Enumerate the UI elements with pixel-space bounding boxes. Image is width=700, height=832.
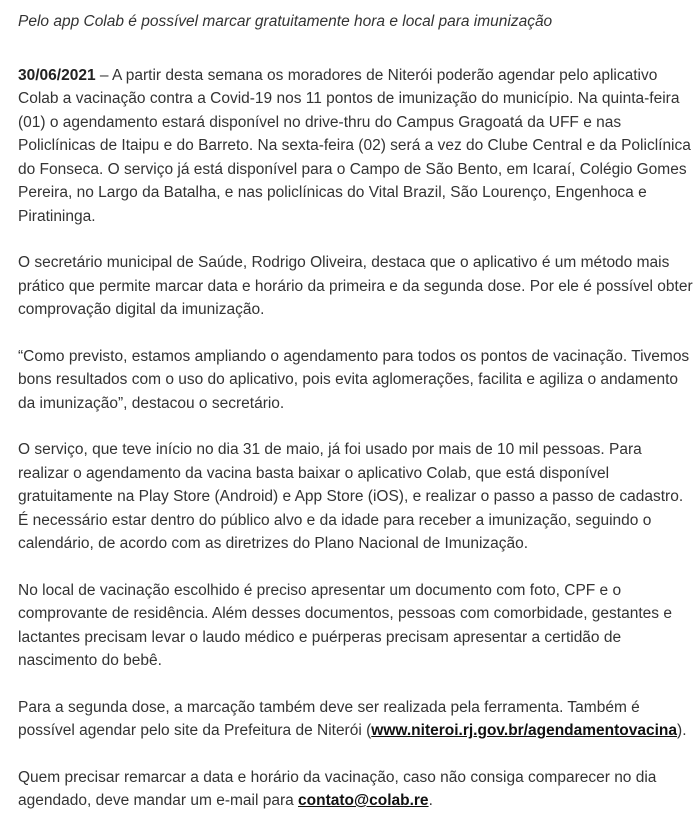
niteroi-scheduling-link[interactable]: www.niteroi.rj.gov.br/agendamentovacina: [371, 722, 678, 739]
paragraph-5: No local de vacinação escolhido é preciso apresentar um documento com foto, CPF e o comprovante de residência. Além desses documentos, pessoas com comorbidade, gestantes e lactantes precisam levar o laudo médico e puérperas precisam apresentar a certidão de nascimento do bebê.: [18, 581, 672, 669]
paragraph-6-text: Para a segunda dose, a marcação também deve ser realizada pela ferramenta. Também é possível agendar pelo site da Prefeitura de Niterói (: [18, 698, 640, 739]
paragraph-7-text: Quem precisar remarcar a data e horário da vacinação, caso não consiga comparecer no dia agendado, deve mandar um e-mail para: [18, 768, 657, 809]
article-date: 30/06/2021: [18, 66, 96, 84]
paragraph-1: [18, 64, 696, 229]
paragraph-7: [18, 766, 696, 813]
paragraph-3-quote: “Como previsto, estamos ampliando o agendamento para todos os pontos de vacinação. Tivemos bons resultados com o uso do aplicativo, pois evita aglomerações, facilita e agiliza o andamento da imunização”, destacou o secretário.: [18, 347, 690, 412]
contact-email-link[interactable]: contato@colab.re: [298, 792, 429, 809]
paragraph-2: O secretário municipal de Saúde, Rodrigo Oliveira, destaca que o aplicativo é um método mais prático que permite marcar data e horário da primeira e da segunda dose. Por ele é possível obter comprovação digital da imunização.: [18, 254, 693, 318]
paragraph-6-end: ).: [677, 722, 687, 739]
paragraph-7-end: .: [428, 792, 433, 809]
paragraph-6: [18, 696, 696, 743]
article-subtitle: Pelo app Colab é possível marcar gratuitamente hora e local para imunização: [18, 13, 553, 30]
paragraph-1-text: – A partir desta semana os moradores de Niterói poderão agendar pelo aplicativo Colab a vacinação contra a Covid-19 nos 11 pontos de imunização do município. Na quinta-feira (01) o agendamento estará disponível no drive-thru do Campus Gragoatá da UFF e nas Policlínicas de Itaipu e do Barreto. Na sexta-feira (02) será a vez do Clube Central e da Policlínica do Fonseca. O serviço já está disponível para o Campo de São Bento, em Icaraí, Colégio Gomes Pereira, no Largo da Batalha, e nas policlínicas do Vital Brazil, São Lourenço, Engenhoca e Piratininga.: [18, 66, 691, 225]
paragraph-4: O serviço, que teve início no dia 31 de maio, já foi usado por mais de 10 mil pessoas. Para realizar o agendamento da vacina basta baixar o aplicativo Colab, que está disponível gratuitamente na Play Store (Android) e App Store (iOS), e realizar o passo a passo de cadastro. É necessário estar dentro do público alvo e da idade para receber a imunização, seguindo o calendário, de acordo com as diretrizes do Plano Nacional de Imunização.: [18, 441, 684, 552]
